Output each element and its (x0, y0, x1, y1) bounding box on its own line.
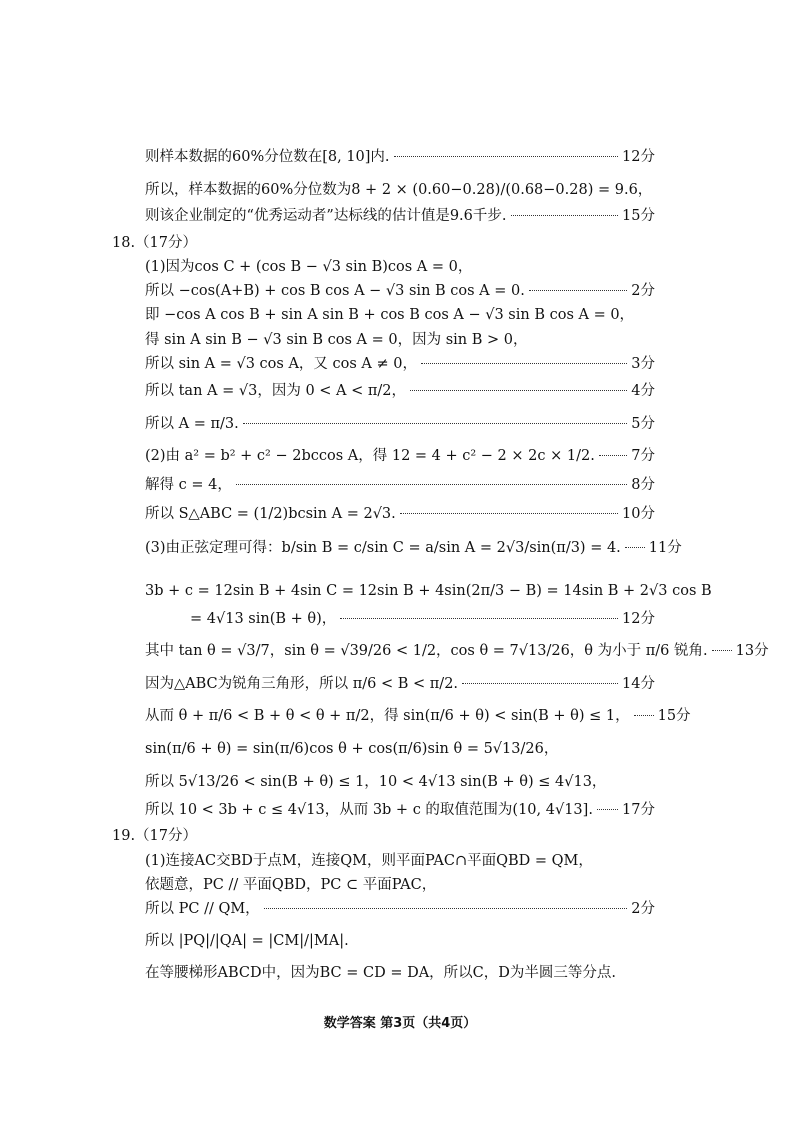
score-label: 15分 (622, 208, 655, 224)
answer-line: sin(π/6 + θ) = sin(π/6)cos θ + cos(π/6)sin θ = 5√13/26， (145, 741, 559, 757)
question-heading: 19.（17分） (112, 828, 198, 844)
answer-line: (3)由正弦定理可得：b/sin B = c/sin C = a/sin A = 2√3/sin(π/3) = 4. 11分 (145, 537, 655, 559)
score-label: 5分 (631, 416, 655, 432)
leader-dots (625, 547, 645, 548)
answer-line: (1)因为cos C + (cos B − √3 sin B)cos A = 0， (145, 259, 473, 275)
leader-dots (634, 715, 654, 716)
leader-dots (712, 650, 732, 651)
score-label: 14分 (622, 676, 655, 692)
answer-line: 则该企业制定的“优秀运动者”达标线的估计值是9.6千步. 15分 (145, 205, 655, 227)
answer-line: 所以 |PQ|/|QA| = |CM|/|MA|. (145, 933, 349, 949)
score-label: 15分 (657, 708, 691, 724)
answer-line: 在等腰梯形ABCD中，因为BC = CD = DA，所以C，D为半圆三等分点. (145, 965, 617, 981)
leader-dots (511, 215, 619, 216)
question-heading: 18.（17分） (112, 235, 198, 251)
answer-line: 得 sin A sin B − √3 sin B cos A = 0，因为 sin B > 0， (145, 332, 528, 348)
answer-line: 所以 sin A = √3 cos A，又 cos A ≠ 0， 3分 (145, 353, 655, 375)
score-label: 11分 (648, 540, 682, 556)
leader-dots (421, 363, 627, 364)
score-label: 12分 (622, 149, 655, 165)
page-footer: 数学答案 第3页（共4页） (323, 1016, 477, 1031)
leader-dots (243, 423, 628, 424)
score-label: 2分 (631, 901, 655, 917)
score-label: 13分 (735, 643, 769, 659)
score-label: 3分 (631, 356, 655, 372)
answer-line: 因为△ABC为锐角三角形，所以 π/6 < B < π/2. 14分 (145, 673, 655, 695)
answer-line: 所以 10 < 3b + c ≤ 4√13，从而 3b + c 的取值范围为(10, 4√13]. 17分 (145, 799, 655, 821)
answer-line: 所以 5√13/26 < sin(B + θ) ≤ 1，10 < 4√13 sin(B + θ) ≤ 4√13， (145, 774, 607, 790)
answer-line: (2)由 a² = b² + c² − 2bccos A，得 12 = 4 + c² − 2 × 2c × 1/2. 7分 (145, 445, 655, 467)
score-label: 4分 (631, 383, 655, 399)
answer-line: (1)连接AC交BD于点M，连接QM，则平面PAC∩平面QBD = QM， (145, 853, 593, 869)
answer-line: 3b + c = 12sin B + 4sin C = 12sin B + 4sin(2π/3 − B) = 14sin B + 2√3 cos B (145, 583, 712, 599)
answer-line: 依题意，PC // 平面QBD，PC ⊂ 平面PAC， (145, 877, 437, 893)
leader-dots (394, 156, 619, 157)
answer-line: 则样本数据的60%分位数在[8, 10]内. 12分 (145, 146, 655, 168)
score-label: 10分 (622, 506, 655, 522)
score-label: 7分 (631, 448, 655, 464)
answer-line: 解得 c = 4， 8分 (145, 474, 655, 496)
answer-line: 所以，样本数据的60%分位数为8 + 2 × (0.60−0.28)/(0.68−0.28) = 9.6， (145, 182, 653, 198)
leader-dots (264, 908, 628, 909)
score-label: 2分 (631, 283, 655, 299)
leader-dots (410, 390, 627, 391)
answer-line: 所以 S△ABC = (1/2)bcsin A = 2√3. 10分 (145, 503, 655, 525)
leader-dots (597, 809, 618, 810)
answer-line: 所以 A = π/3. 5分 (145, 413, 655, 435)
answer-line: 即 −cos A cos B + sin A sin B + cos B cos A − √3 sin B cos A = 0， (145, 307, 635, 323)
leader-dots (236, 484, 627, 485)
leader-dots (529, 290, 627, 291)
answer-line: = 4√13 sin(B + θ)， 12分 (190, 608, 655, 630)
answer-line: 其中 tan θ = √3/7，sin θ = √39/26 < 1/2，cos θ = 7√13/26，θ 为小于 π/6 锐角. 13分 (145, 640, 655, 662)
leader-dots (599, 455, 627, 456)
leader-dots (400, 513, 618, 514)
answer-line: 从而 θ + π/6 < B + θ < θ + π/2，得 sin(π/6 + θ) < sin(B + θ) ≤ 1， 15分 (145, 705, 655, 727)
answer-line: 所以 PC // QM， 2分 (145, 898, 655, 920)
leader-dots (340, 618, 618, 619)
answer-line: 所以 −cos(A+B) + cos B cos A − √3 sin B cos A = 0. 2分 (145, 280, 655, 302)
score-label: 12分 (622, 611, 655, 627)
score-label: 17分 (622, 802, 655, 818)
answer-line: 所以 tan A = √3，因为 0 < A < π/2， 4分 (145, 380, 655, 402)
leader-dots (462, 683, 618, 684)
score-label: 8分 (631, 477, 655, 493)
